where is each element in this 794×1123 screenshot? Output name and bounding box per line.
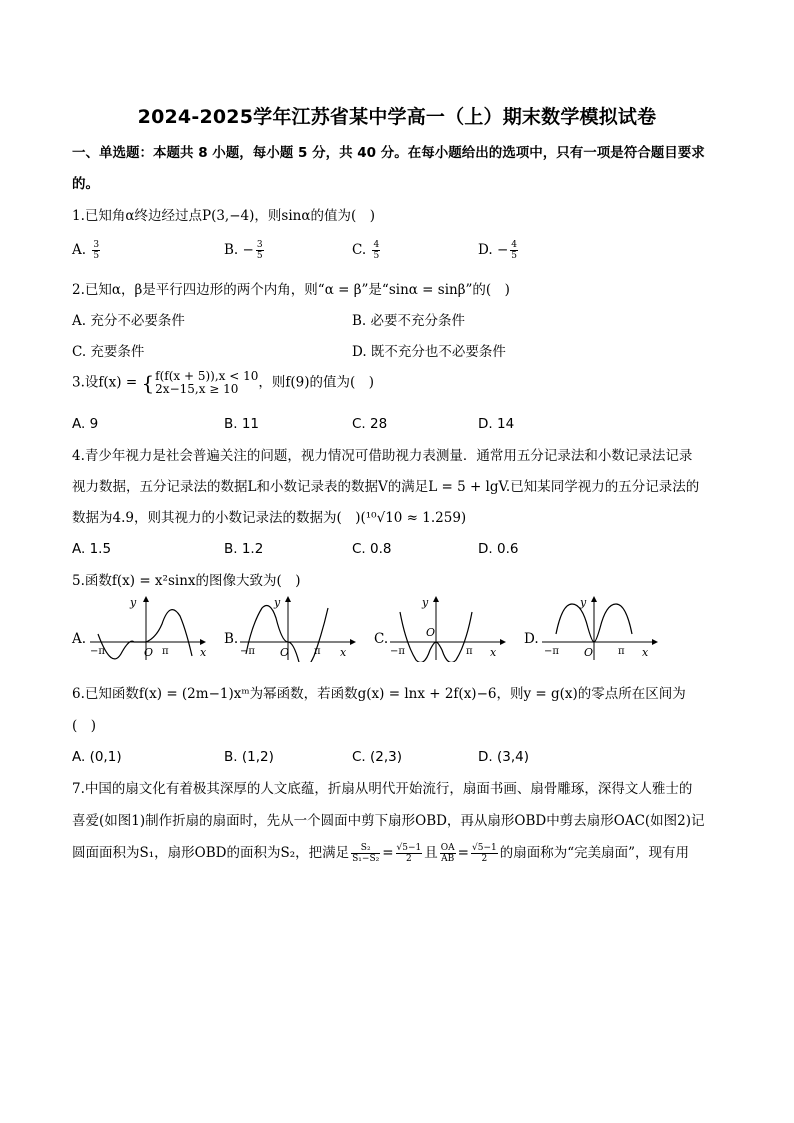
graph-b-origin: O (280, 646, 290, 659)
graph-a-neg-pi: −π (90, 646, 105, 657)
q5-graph-d (538, 594, 658, 662)
graph-a-pi: π (162, 646, 169, 657)
q1-option-d: D. − $\frac{4}{5}$ (478, 240, 517, 261)
graph-a-y-label: y (130, 596, 137, 609)
graph-d-pi: π (618, 646, 625, 657)
graph-b-x-label: x (340, 646, 347, 659)
q5-stem: 5.函数f(x) = x²sinx的图像大致为( ) (72, 573, 301, 589)
q3-stem: 3.设f(x) = { f(f(x + 5)),x < 10 2x−15,x ≥ 10 ，则f(9)的值为( ) (72, 369, 375, 396)
q2-option-b: B. 必要不充分条件 (352, 313, 466, 329)
q5-graph-a (86, 594, 206, 662)
q6-stem-line2: ( ) (72, 718, 97, 734)
q4-stem-line3: 数据为4.9，则其视力的小数记录法的数据为( )(¹⁰√10 ≈ 1.259) (72, 510, 467, 526)
graph-c-y-label: y (422, 596, 429, 609)
graph-c-x-label: x (490, 646, 497, 659)
graph-b-pi: π (314, 646, 321, 657)
q6-option-c: C. (2,3) (352, 749, 403, 765)
q7-stem-line3: 圆面面积为S₁，扇形OBD的面积为S₂，把满足 $\frac{\text{S₂}}{\text{S₁−S₂}}$ = $\frac{√5-1}{2}$ 且 $\frac{OA}{AB}$ = $\frac{√5-1}{2}$ 的扇面称为“完美扇面”，现有用 (72, 843, 690, 864)
q1-option-b: B. − $\frac{3}{5}$ (224, 240, 263, 261)
q3-option-a: A. 9 (72, 416, 99, 432)
q4-stem-line1: 4.青少年视力是社会普遍关注的问题，视力情况可借助视力表测量．通常用五分记录法和小数记录法记录 (72, 448, 693, 464)
q7-stem-line2: 喜爱(如图1)制作折扇的扇面时，先从一个圆面中剪下扇形OBD，再从扇形OBD中剪去扇形OAC(如图2)记 (72, 813, 705, 829)
section-heading-line1: 一、单选题：本题共 8 小题，每小题 5 分，共 40 分。在每小题给出的选项中，只有一项是符合题目要求 (72, 145, 705, 161)
q5-graph-b (236, 594, 356, 662)
graph-b-neg-pi: −π (240, 646, 255, 657)
q3-option-b: B. 11 (224, 416, 260, 432)
q1-option-a: A. $\frac{3}{5}$ (72, 240, 100, 261)
graph-c-pi: π (466, 646, 473, 657)
q6-option-d: D. (3,4) (478, 749, 529, 765)
piecewise-cases: f(f(x + 5)),x < 10 2x−15,x ≥ 10 (155, 369, 259, 396)
graph-d-origin: O (584, 646, 594, 659)
graph-d-x-label: x (642, 646, 649, 659)
q5-option-b-label: B. (224, 631, 239, 647)
q1-stem: 1.已知角α终边经过点P(3,−4)，则sinα的值为( ) (72, 208, 375, 224)
q3-option-d: D. 14 (478, 416, 515, 432)
q6-stem-line1: 6.已知函数f(x) = (2m−1)xᵐ为幂函数，若函数g(x) = lnx + 2f(x)−6，则y = g(x)的零点所在区间为 (72, 686, 686, 702)
q7-stem-line1: 7.中国的扇文化有着极其深厚的人文底蕴，折扇从明代开始流行，扇面书画、扇骨雕琢，深得文人雅士的 (72, 781, 693, 797)
exam-title: 2024-2025学年江苏省某中学高一（上）期末数学模拟试卷 (137, 106, 657, 128)
graph-c-neg-pi: −π (390, 646, 405, 657)
q5-option-d-label: D. (524, 631, 539, 647)
graph-d-neg-pi: −π (544, 646, 559, 657)
q4-option-b: B. 1.2 (224, 541, 264, 557)
brace-symbol: { (141, 371, 155, 395)
q2-stem: 2.已知α，β是平行四边形的两个内角，则“α = β”是“sinα = sinβ”的( ) (72, 282, 510, 298)
graph-a-x-label: x (200, 646, 206, 659)
q4-stem-line2: 视力数据，五分记录法的数据L和小数记录表的数据V的满足L = 5 + lgV.已知某同学视力的五分记录法的 (72, 479, 700, 495)
graph-b-y-label: y (274, 596, 281, 609)
q6-option-b: B. (1,2) (224, 749, 274, 765)
q4-option-d: D. 0.6 (478, 541, 519, 557)
q5-option-c-label: C. (374, 631, 389, 647)
q5-option-a-label: A. (72, 631, 87, 647)
q3-option-c: C. 28 (352, 416, 388, 432)
q2-option-a: A. 充分不必要条件 (72, 313, 185, 329)
q6-option-a: A. (0,1) (72, 749, 122, 765)
q5-graph-c (386, 594, 506, 662)
graph-d-y-label: y (580, 596, 587, 609)
q1-option-c: C. $\frac{4}{5}$ (352, 240, 380, 261)
q2-option-c: C. 充要条件 (72, 344, 145, 360)
q4-option-c: C. 0.8 (352, 541, 392, 557)
q2-option-d: D. 既不充分也不必要条件 (352, 344, 506, 360)
q4-option-a: A. 1.5 (72, 541, 112, 557)
graph-a-origin: O (144, 646, 154, 659)
section-heading-line2: 的。 (72, 176, 99, 192)
graph-c-origin: O (426, 626, 436, 639)
